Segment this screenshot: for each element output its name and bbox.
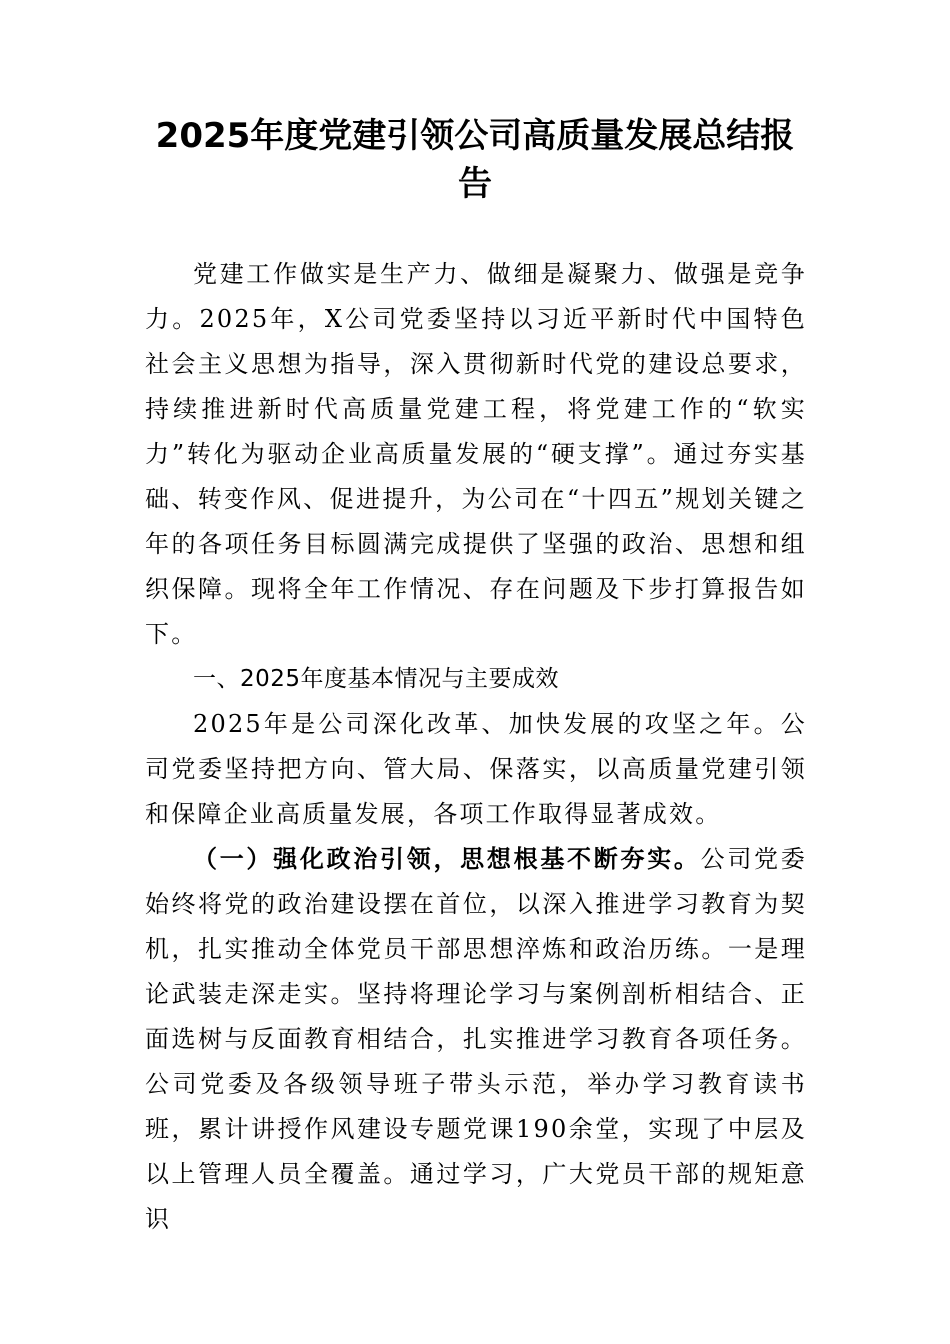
intro-paragraph: 党建工作做实是生产力、做细是凝聚力、做强是竞争力。2025年，X公司党委坚持以习近平新时代中国特色社会主义思想为指导，深入贯彻新时代党的建设总要求，持续推进新时代高质量党建工程，将党建工作的“软实力”转化为驱动企业高质量发展的“硬支撑”。通过夯实基础、转变作风、促进提升，为公司在“十四五”规划关键之年的各项任务目标圆满完成提供了坚强的政治、思想和组织保障。现将全年工作情况、存在问题及下步打算报告如下。	[145, 260, 807, 648]
section-heading: 一、2025年度基本情况与主要成效	[193, 666, 560, 692]
subsection-heading: （一）强化政治引领，思想根基不断夯实。	[193, 845, 701, 873]
subsection-text: 公司党委始终将党的政治建设摆在首位，以深入推进学习教育为契机，扎实推动全体党员干部思想淬炼和政治历练。一是理论武装走深走实。坚持将理论学习与案例剖析相结合、正面选树与反面教育相结合，扎实推进学习教育各项任务。公司党委及各级领导班子带头示范，举办学习教育读书班，累计讲授作风建设专题党课190余堂，实现了中层及以上管理人员全覆盖。通过学习，广大党员干部的规矩意识	[145, 845, 807, 1233]
document-body	[145, 252, 807, 1242]
section-paragraph: 2025年是公司深化改革、加快发展的攻坚之年。公司党委坚持把方向、管大局、保落实，以高质量党建引领和保障企业高质量发展，各项工作取得显著成效。	[145, 710, 807, 828]
subsection-paragraph	[145, 837, 807, 1242]
document-title: 2025年度党建引领公司高质量发展总结报告	[155, 116, 795, 204]
